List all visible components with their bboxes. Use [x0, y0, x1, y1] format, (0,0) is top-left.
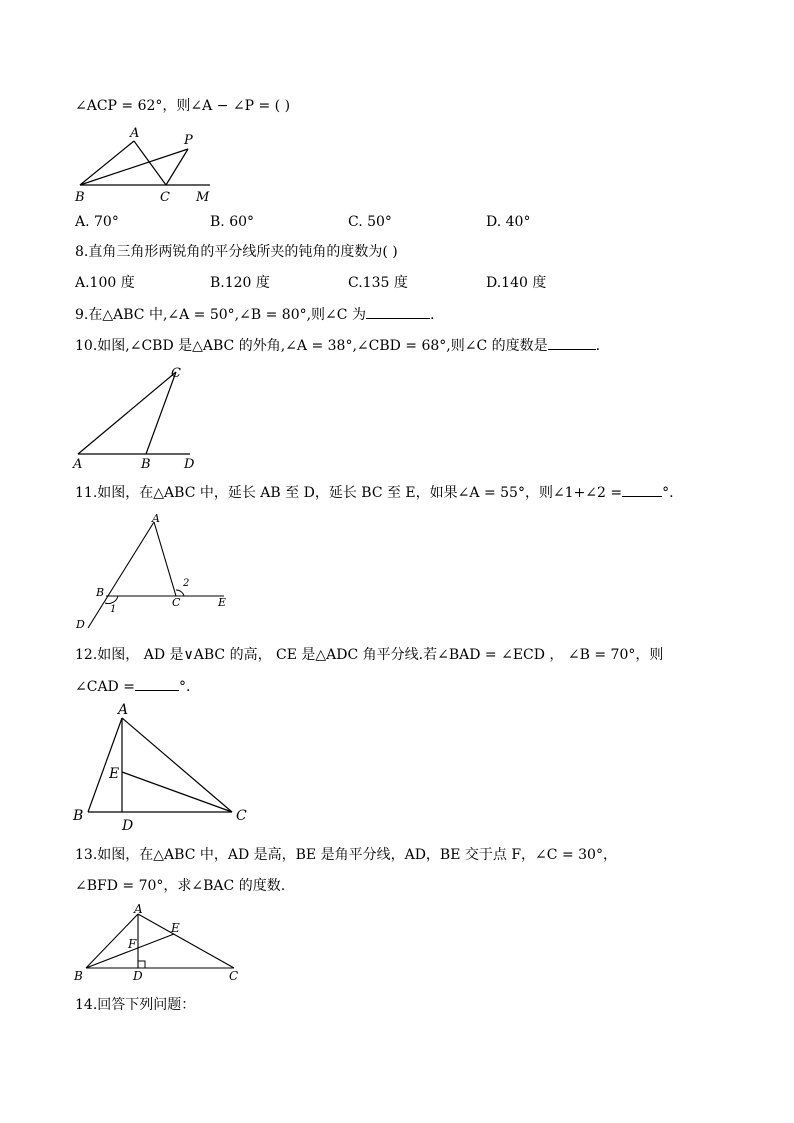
q7-option-d[interactable]: D. 40° [486, 214, 531, 230]
q13-label-d: D [133, 969, 143, 983]
q13-label-c: C [229, 969, 239, 983]
q10-label-c: C [171, 366, 181, 381]
q10-label-d: D [184, 457, 195, 472]
q13-label-a: A [134, 902, 143, 916]
q9-post: . [429, 307, 435, 323]
q11-label-2: 2 [183, 578, 190, 589]
q9-pre: 9.在 [75, 307, 103, 323]
q10-mid: ∠CBD 是△ABC 的外角,∠A = 38°,∠CBD = 68°,则∠C 的度数是 [129, 338, 548, 354]
q11-label-1: 1 [110, 604, 117, 615]
q9-mid: △ABC 中,∠A = 50°,∠B = 80°,则∠C 为 [102, 307, 366, 323]
q12-label-a: A [118, 702, 129, 718]
q9-stem [75, 304, 434, 325]
q7-label-p: P [184, 133, 193, 148]
q12-answer-blank[interactable] [135, 676, 179, 691]
q12-label-b: B [73, 808, 84, 824]
q7-label-a: A [130, 126, 140, 141]
q13-label-f: F [128, 937, 137, 951]
q11-stem [75, 482, 674, 503]
q8-option-c[interactable]: C.135 度 [348, 275, 408, 291]
q8-option-a[interactable]: A.100 度 [75, 275, 135, 291]
q7-option-c[interactable]: C. 50° [348, 214, 392, 230]
q8-stem: 8.直角三角形两锐角的平分线所夹的钝角的度数为( ) [75, 244, 398, 260]
q13-line1: 13.如图，在△ABC 中，AD 是高，BE 是角平分线，AD，BE 交于点 F，∠C = 30°， [75, 847, 617, 863]
q12-label-c: C [236, 808, 247, 824]
q11-label-c: C [172, 596, 181, 609]
q12-line1: 12.如图， AD 是∨ABC 的高， CE 是△ADC 角平分线.若∠BAD = ∠ECD ， ∠B = 70°，则 [75, 647, 664, 663]
q12-label-d: D [122, 818, 134, 834]
q11-text: 11.如图，在△ABC 中，延长 AB 至 D，延长 BC 至 E，如果∠A = 55°，则∠1+∠2 = [75, 485, 623, 501]
q8-option-d[interactable]: D.140 度 [486, 275, 547, 291]
q11-label-d: D [76, 618, 85, 631]
q7-label-m: M [196, 190, 210, 205]
q12-line2-post: °. [178, 679, 191, 695]
q13-label-e: E [171, 921, 180, 935]
q10-label-a: A [73, 457, 83, 472]
q7-option-b[interactable]: B. 60° [210, 214, 255, 230]
q7-label-b: B [75, 190, 85, 205]
q11-answer-blank[interactable] [622, 482, 662, 497]
q11-label-b: B [96, 586, 105, 599]
q13-label-b: B [74, 969, 83, 983]
q10-figure [70, 362, 210, 472]
q11-figure [72, 510, 232, 632]
q13-line2: ∠BFD = 70°，求∠BAC 的度数. [75, 878, 286, 894]
q12-line2-pre: ∠CAD = [75, 679, 135, 695]
q7-label-c: C [160, 190, 170, 205]
q10-label-b: B [141, 457, 151, 472]
q8-option-b[interactable]: B.120 度 [210, 275, 270, 291]
q7-option-a[interactable]: A. 70° [75, 214, 119, 230]
q12-figure [70, 702, 260, 832]
q13-figure [70, 902, 250, 982]
q12-line2 [75, 676, 190, 697]
q10-post: . [595, 338, 601, 354]
q9-answer-blank[interactable] [366, 304, 430, 319]
q11-label-e: E [218, 596, 227, 609]
q11-post: °. [662, 485, 674, 501]
q10-pre: 10.如图, [75, 338, 130, 354]
q12-label-e: E [109, 766, 120, 782]
q14-stem: 14.回答下列问题： [75, 997, 196, 1013]
q7-stem: ∠ACP = 62°，则∠A − ∠P = ( ) [75, 98, 291, 114]
q7-figure [70, 125, 220, 207]
q10-answer-blank[interactable] [548, 335, 596, 350]
q10-stem [75, 335, 600, 356]
q11-label-a: A [152, 512, 160, 525]
